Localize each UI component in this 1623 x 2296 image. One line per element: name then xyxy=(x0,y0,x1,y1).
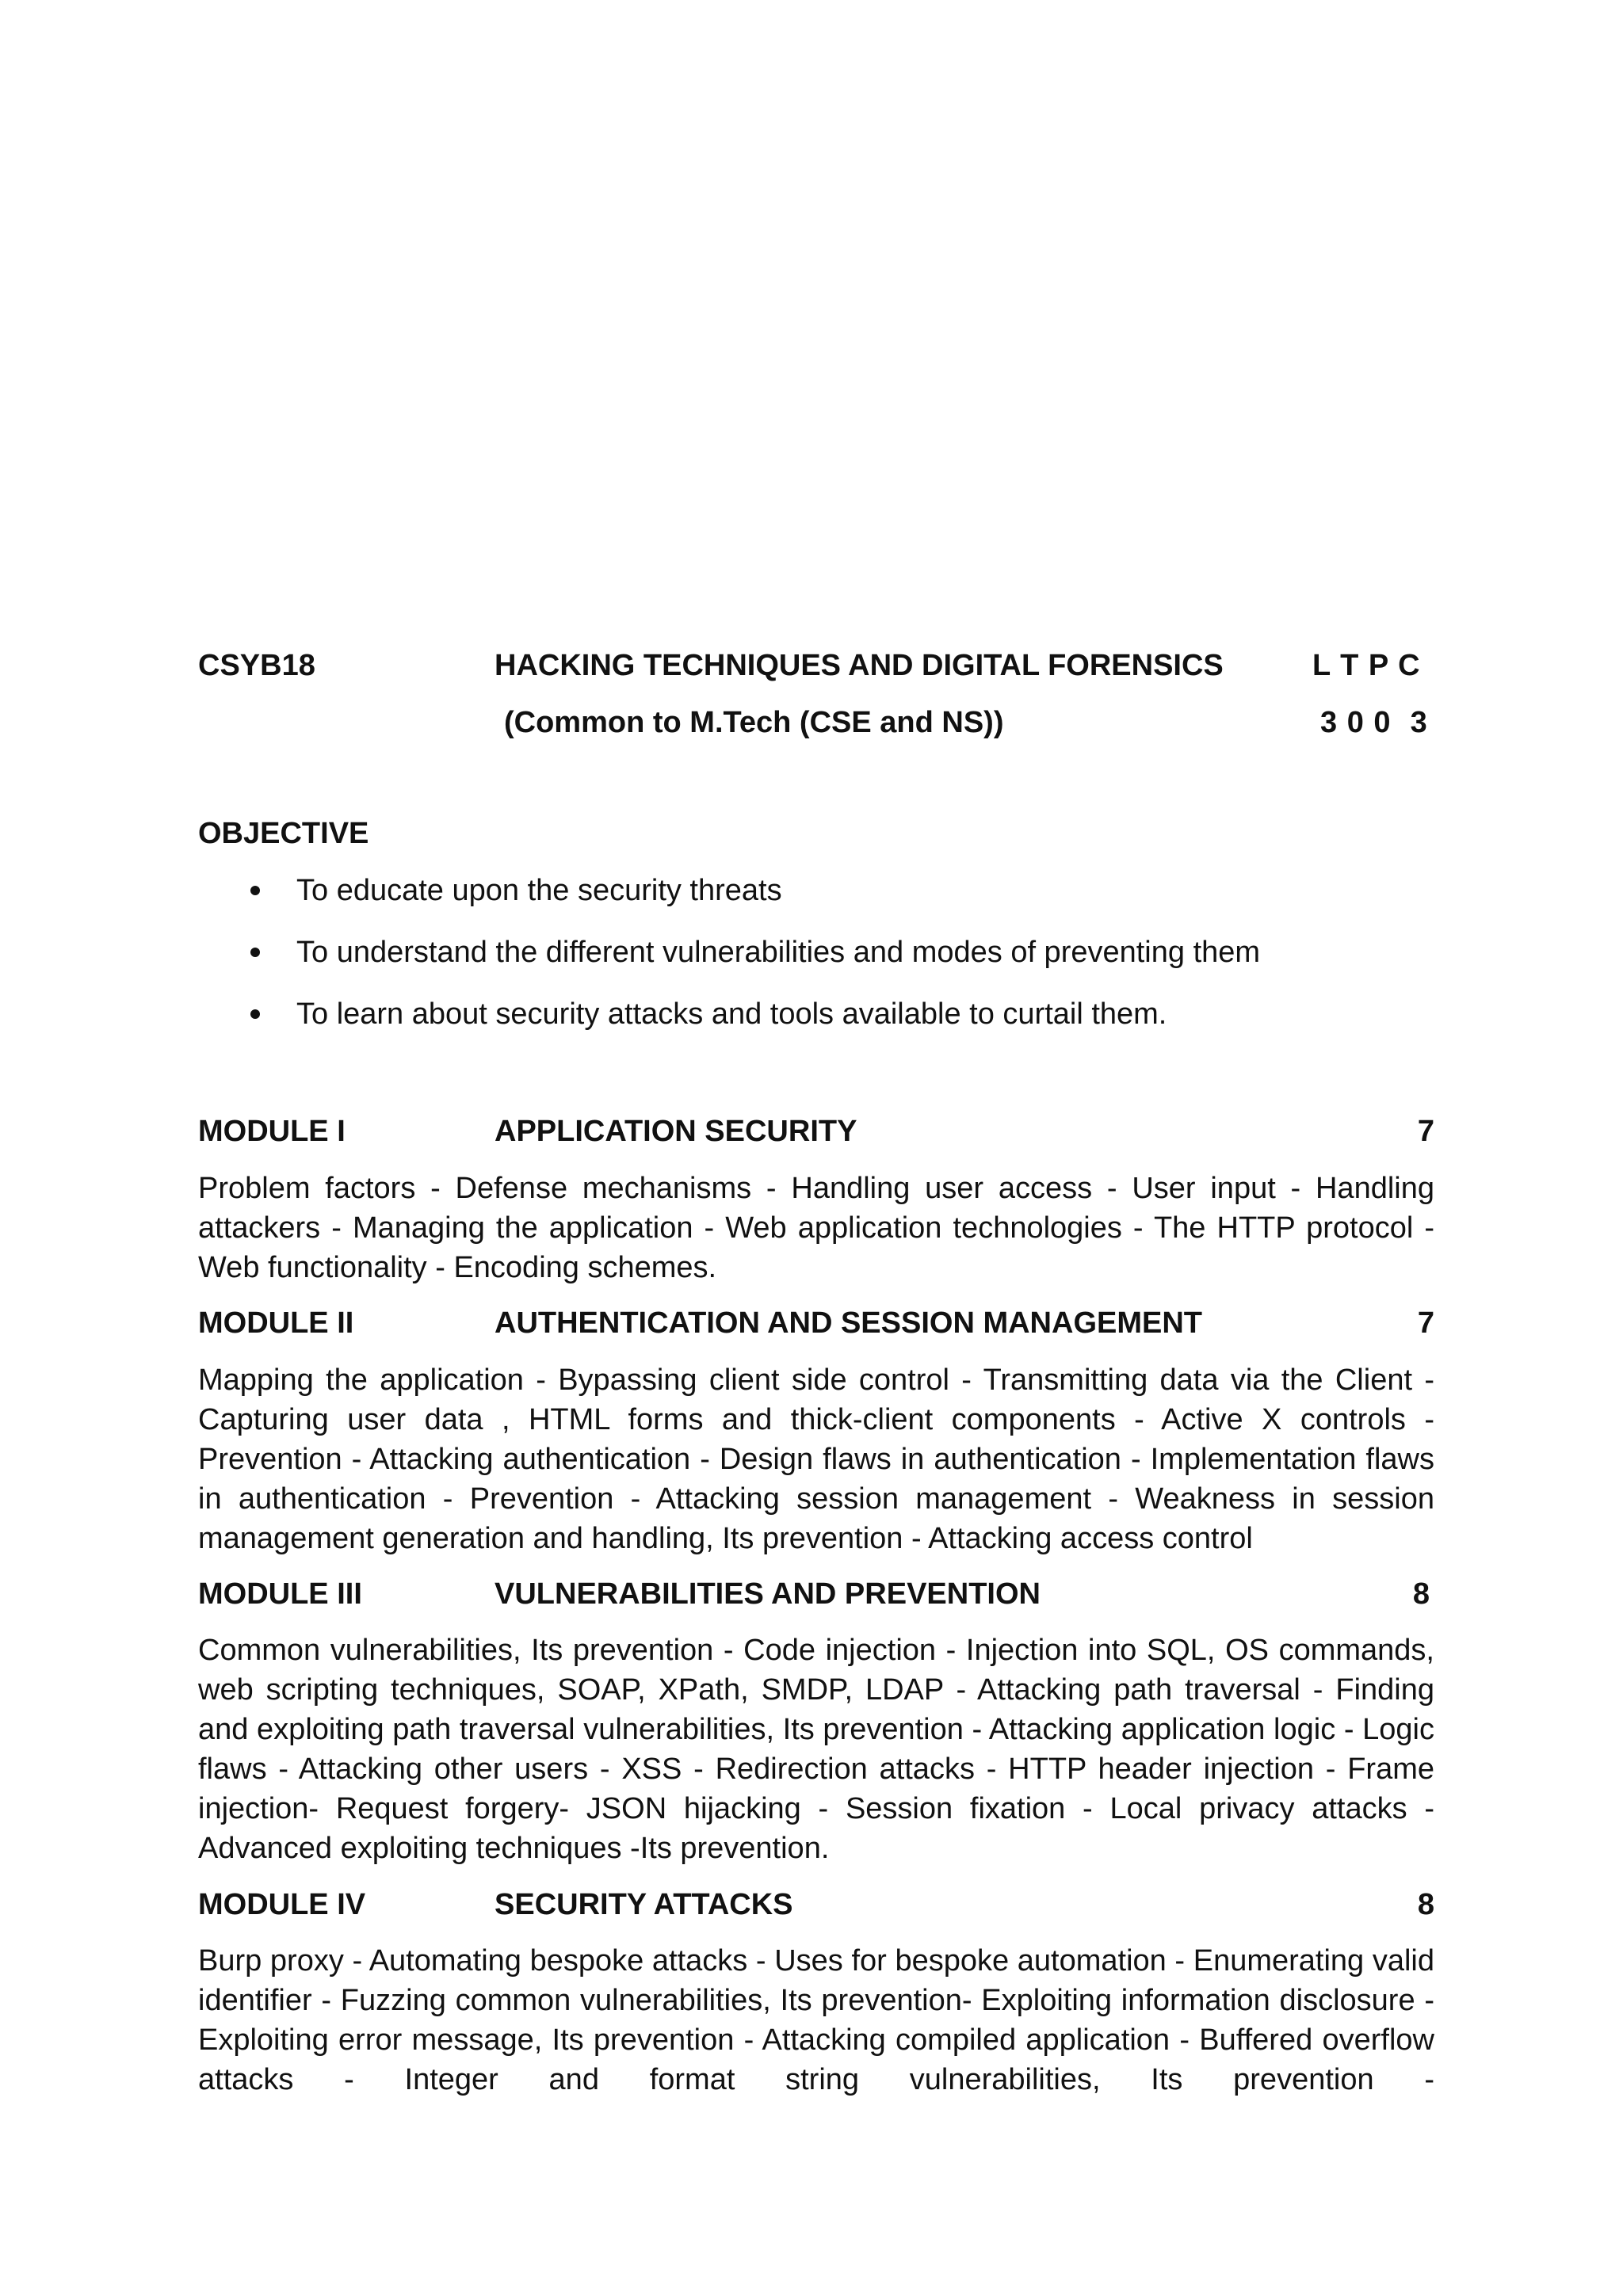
module-hours: 7 xyxy=(1417,1306,1434,1340)
module-title: APPLICATION SECURITY xyxy=(495,1115,857,1148)
objective-item-text: To learn about security attacks and tools available to curtail them. xyxy=(296,997,1167,1031)
module-id: MODULE III xyxy=(198,1577,362,1611)
module-hours: 7 xyxy=(1417,1115,1434,1148)
module-header xyxy=(198,1112,1434,1150)
module-description: Burp proxy - Automating bespoke attacks - Uses for bespoke automation - Enumerating valid identifier - Fuzzing common vulnerabilities, Its prevention- Exploiting information disclosure - Exploiting error message, Its prevention - Attacking compiled application - Buffered overflow attacks - Integer and format string vulnerabilities, Its prevention - xyxy=(198,1944,1434,2096)
module-description: Mapping the application - Bypassing client side control - Transmitting data via the Client - Capturing user data , HTML forms and thick-client components - Active X controls - Prevention - Attacking authentication - Design flaws in authentication - Implementation flaws in authentication - Prevention - Attacking session management - Weakness in session management generation and handling, Its prevention - Attacking access control xyxy=(198,1363,1434,1555)
module-hours: 8 xyxy=(1412,1577,1430,1611)
objective-heading: OBJECTIVE xyxy=(198,817,369,850)
module-id: MODULE II xyxy=(198,1306,354,1340)
module-header xyxy=(198,1304,1434,1342)
module-header xyxy=(198,1886,1434,1924)
module-description: Common vulnerabilities, Its prevention - Code injection - Injection into SQL, OS commands, web scripting techniques, SOAP, XPath, SMDP, LDAP - Attacking path traversal - Finding and exploiting path traversal vulnerabilities, Its prevention - Attacking application logic - Logic flaws - Attacking other users - XSS - Redirection attacks - HTTP header injection - Frame injection- Request forgery- JSON hijacking - Session fixation - Local privacy attacks - Advanced exploiting techniques -Its prevention. xyxy=(198,1634,1434,1865)
list-item xyxy=(246,933,1260,995)
module-title: VULNERABILITIES AND PREVENTION xyxy=(495,1577,1041,1611)
bullet-icon xyxy=(250,948,260,957)
module-description: Problem factors - Defense mechanisms - Handling user access - User input - Handling attackers - Managing the application - Web application technologies - The HTTP protocol - Web functionality - Encoding schemes. xyxy=(198,1172,1434,1284)
list-item xyxy=(246,995,1260,1057)
course-title: HACKING TECHNIQUES AND DIGITAL FORENSICS xyxy=(495,649,1224,682)
module-id: MODULE IV xyxy=(198,1888,366,1921)
module-id: MODULE I xyxy=(198,1115,346,1148)
module-hours: 8 xyxy=(1417,1888,1434,1921)
course-subtitle: (Common to M.Tech (CSE and NS)) xyxy=(504,706,1004,739)
objective-list xyxy=(246,871,1260,1057)
objective-item-text: To understand the different vulnerabilities and modes of preventing them xyxy=(296,936,1261,969)
list-item xyxy=(246,871,1260,933)
module-title: SECURITY ATTACKS xyxy=(495,1888,793,1921)
module-header xyxy=(198,1575,1430,1613)
ltpc-label: L T P C xyxy=(1312,649,1420,682)
course-code: CSYB18 xyxy=(198,649,315,682)
bullet-icon xyxy=(250,1009,260,1019)
objective-item-text: To educate upon the security threats xyxy=(296,874,782,907)
ltpc-values: 3 0 0 3 xyxy=(1320,706,1427,739)
bullet-icon xyxy=(250,886,260,895)
module-title: AUTHENTICATION AND SESSION MANAGEMENT xyxy=(495,1306,1202,1340)
